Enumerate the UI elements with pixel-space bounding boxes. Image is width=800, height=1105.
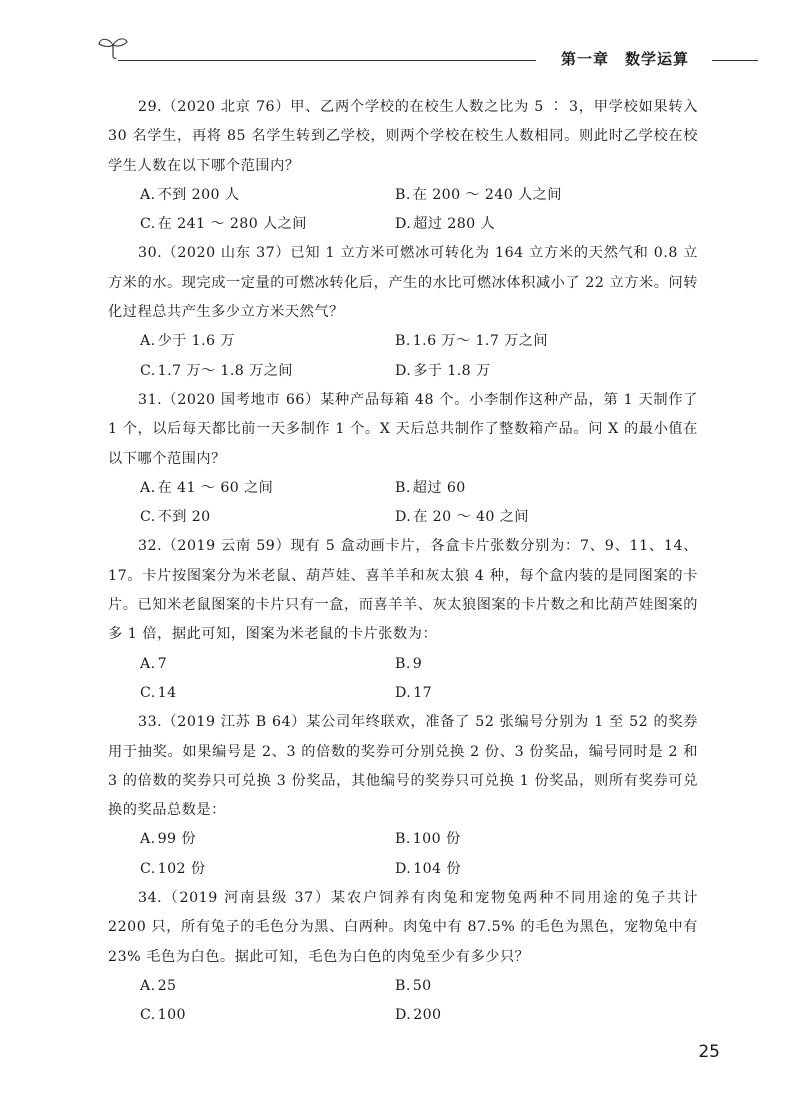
option-key: A.	[140, 479, 156, 496]
option-key: B.	[395, 333, 411, 350]
option-c	[108, 1001, 363, 1030]
option-key: A.	[140, 655, 156, 672]
option-a	[108, 825, 363, 854]
header-rule-right	[712, 60, 758, 61]
option-text: 50	[412, 977, 432, 994]
page-header	[0, 0, 800, 80]
option-key: A.	[140, 977, 156, 994]
question-stem	[108, 708, 698, 825]
option-key: B.	[395, 186, 411, 203]
option-key: D.	[395, 1007, 412, 1024]
option-text: 不到 20	[157, 509, 211, 526]
option-text: 102 份	[157, 860, 206, 877]
option-text: 100 份	[412, 831, 461, 848]
option-key: D.	[395, 362, 412, 379]
question-32	[108, 532, 698, 708]
option-b	[363, 972, 698, 1001]
option-d	[363, 855, 698, 884]
question-33	[108, 708, 698, 884]
option-text: 少于 1.6 万	[157, 333, 235, 350]
option-key: B.	[395, 479, 411, 496]
option-text: 100	[157, 1007, 186, 1024]
question-number: 29.	[138, 99, 163, 115]
option-key: A.	[140, 333, 156, 350]
option-b	[363, 825, 698, 854]
chapter-title: 第一章 数学运算	[560, 50, 689, 68]
question-text: 甲、乙两个学校的在校生人数之比为 5 ∶ 3，甲学校如果转入 30 名学生，再将 85 名学生转到乙学校，则两个学校在校生人数相同。则此时乙学校在校学生人数在以下哪个范围内？	[108, 99, 698, 174]
option-key: D.	[395, 860, 412, 877]
question-stem	[108, 386, 698, 474]
option-key: C.	[140, 362, 156, 379]
option-b	[363, 474, 698, 503]
answer-options	[108, 181, 698, 240]
option-key: B.	[395, 831, 411, 848]
option-text: 1.6 万～ 1.7 万之间	[412, 333, 548, 350]
page-number: 25	[698, 1042, 720, 1062]
question-text: 某公司年终联欢，准备了 52 张编号分别为 1 至 52 的奖券用于抽奖。如果编号是 2、3 的倍数的奖券可分别兑换 2 份、3 份奖品，编号同时是 2 和 3 的倍数的奖券只可兑换 3 份奖品，其他编号的奖券只可兑换 1 份奖品，则所有奖券可兑换的奖品总数是：	[108, 714, 698, 819]
answer-options	[108, 825, 698, 884]
option-text: 14	[157, 684, 177, 701]
option-d	[363, 1001, 698, 1030]
header-rule-left	[118, 60, 536, 61]
answer-options	[108, 972, 698, 1031]
option-b	[363, 327, 698, 356]
option-text: 在 241 ～ 280 人之间	[157, 216, 307, 233]
option-text: 在 20 ～ 40 之间	[413, 509, 529, 526]
option-text: 7	[157, 655, 167, 672]
answer-options	[108, 474, 698, 533]
option-key: A.	[140, 831, 156, 848]
option-key: D.	[395, 684, 412, 701]
option-a	[108, 972, 363, 1001]
option-text: 99 份	[157, 831, 196, 848]
question-source: （2020 山东 37）	[162, 245, 291, 262]
option-d	[363, 357, 698, 386]
option-text: 9	[412, 655, 423, 672]
option-text: 17	[413, 684, 433, 701]
option-text: 在 200 ～ 240 人之间	[412, 186, 562, 203]
question-number: 34.	[138, 890, 163, 907]
question-29	[108, 93, 698, 239]
option-c	[108, 679, 363, 708]
question-number: 33.	[138, 714, 163, 731]
option-a	[108, 327, 363, 356]
question-stem	[108, 239, 698, 327]
option-key: D.	[395, 509, 412, 526]
option-key: D.	[395, 216, 412, 233]
option-key: C.	[140, 860, 156, 877]
question-stem	[108, 93, 698, 181]
option-key: C.	[140, 509, 156, 526]
question-text: 现有 5 盒动画卡片，各盒卡片张数分别为：7、9、11、14、17。卡片按图案分为米老鼠、葫芦娃、喜羊羊和灰太狼 4 种，每个盒内装的是同图案的卡片。已知米老鼠图案的卡片只有一盒，而喜羊羊、灰太狼图案的卡片数之和比葫芦娃图案的多 1 倍，据此可知，图案为米老鼠的卡片张数为：	[108, 538, 698, 643]
question-text: 已知 1 立方米可燃冰可转化为 164 立方米的天然气和 0.8 立方米的水。现完成一定量的可燃冰转化后，产生的水比可燃冰体积减小了 22 立方米。问转化过程总共产生多少立方米天然气？	[108, 245, 698, 321]
question-text: 某种产品每箱 48 个。小李制作这种产品，第 1 天制作了 1 个，以后每天都比前一天多制作 1 个。X 天后总共制作了整数箱产品。问 X 的最小值在以下哪个范围内？	[108, 391, 698, 467]
question-number: 31.	[138, 391, 163, 408]
option-a	[108, 181, 363, 210]
option-key: B.	[395, 655, 411, 672]
option-text: 超过 280 人	[413, 216, 496, 233]
option-d	[363, 679, 698, 708]
option-text: 不到 200 人	[157, 186, 240, 203]
option-text: 超过 60	[412, 479, 466, 496]
question-number: 30.	[138, 245, 163, 262]
option-b	[363, 650, 698, 679]
option-a	[108, 650, 363, 679]
option-text: 104 份	[413, 860, 461, 877]
question-30	[108, 239, 698, 385]
question-source: （2019 河南县级 37）	[162, 890, 331, 907]
option-text: 在 41 ～ 60 之间	[157, 479, 274, 496]
option-text: 多于 1.8 万	[413, 362, 491, 379]
option-text: 1.7 万～ 1.8 万之间	[157, 362, 293, 379]
answer-options	[108, 650, 698, 709]
option-c	[108, 210, 363, 239]
option-c	[108, 855, 363, 884]
option-d	[363, 503, 698, 532]
question-source: （2020 北京 76）	[162, 99, 291, 115]
option-text: 200	[413, 1007, 442, 1024]
option-c	[108, 503, 363, 532]
option-key: A.	[140, 186, 156, 203]
question-34	[108, 884, 698, 1030]
question-source: （2019 云南 59）	[162, 538, 291, 555]
option-d	[363, 210, 698, 239]
question-stem	[108, 884, 698, 972]
answer-options	[108, 327, 698, 386]
option-text: 25	[157, 977, 177, 994]
question-text: 某农户饲养有肉兔和宠物兔两种不同用途的兔子共计 2200 只，所有兔子的毛色分为黑、白两种。肉兔中有 87.5% 的毛色为黑色，宠物兔中有 23% 毛色为白色。据此可知，毛色为白色的肉兔至少有多少只？	[108, 890, 698, 965]
question-source: （2019 江苏 B 64）	[162, 714, 307, 731]
sprout-icon	[96, 35, 130, 59]
option-key: B.	[395, 977, 411, 994]
option-key: C.	[140, 216, 156, 233]
question-31	[108, 386, 698, 532]
option-key: C.	[140, 684, 156, 701]
option-c	[108, 357, 363, 386]
option-key: C.	[140, 1007, 156, 1024]
option-a	[108, 474, 363, 503]
question-number: 32.	[138, 538, 163, 555]
question-list	[108, 93, 698, 1031]
option-b	[363, 181, 698, 210]
question-source: （2020 国考地市 66）	[162, 391, 321, 408]
question-stem	[108, 532, 698, 649]
